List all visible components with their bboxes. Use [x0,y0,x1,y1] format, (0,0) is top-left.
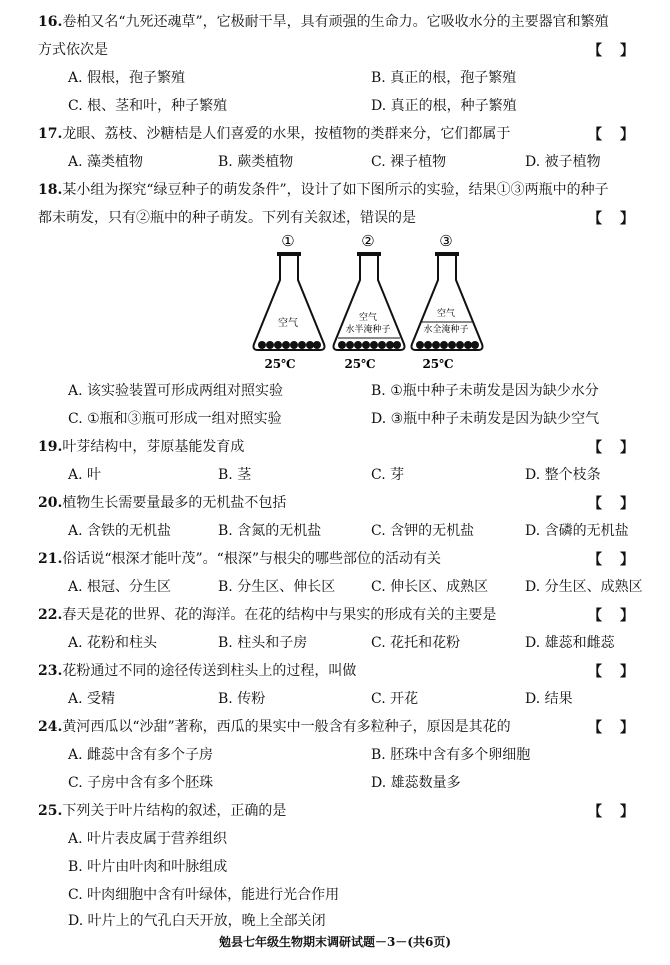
flask-3 [412,232,483,371]
question-18-stem-cont: 都未萌发，只有②瓶中的种子萌发。下列有关叙述，错误的是 [38,210,416,226]
option: B. 蕨类植物 [218,154,294,170]
option: C. 根、茎和叶，种子繁殖 [68,98,228,114]
flask-text: 空气 [278,318,298,329]
temperature-label: 25℃ [344,357,376,371]
flask-text: 水半淹种子 [345,325,391,335]
flasks-svg [250,232,490,377]
option: A. 该实验装置可形成两组对照实验 [68,383,284,399]
question-23-stem: 23.花粉通过不同的途径传送到柱头上的过程，叫做 [38,663,357,679]
option: B. ①瓶中种子未萌发是因为缺少水分 [371,383,599,399]
flask-text: 空气 [358,313,378,323]
question-18-stem: 18.某小组为探究“绿豆种子的萌发条件”，设计了如下图所示的实验，结果①③两瓶中的种子 [38,182,609,198]
option: D. 叶片上的气孔白天开放，晚上全部关闭 [68,913,326,929]
option: D. 含磷的无机盐 [525,523,629,539]
option: C. 开花 [371,691,419,707]
option: C. 叶肉细胞中含有叶绿体，能进行光合作用 [68,887,340,903]
option: A. 含铁的无机盐 [68,523,172,539]
question-16-stem-cont: 方式依次是 [38,42,108,58]
flask-text: 水全淹种子 [423,325,469,335]
option: B. 传粉 [218,691,266,707]
answer-bracket: 【】 [588,440,652,456]
option: B. 含氮的无机盐 [218,523,322,539]
option: C. 裸子植物 [371,154,447,170]
question-21-stem: 21.俗话说“根深才能叶茂”。“根深”与根尖的哪些部位的活动有关 [38,551,441,567]
option: B. 胚珠中含有多个卵细胞 [371,747,531,763]
option: D. 结果 [525,691,573,707]
option: D. 雄蕊和雌蕊 [525,635,615,651]
option: A. 雌蕊中含有多个子房 [68,747,214,763]
option: B. 柱头和子房 [218,635,308,651]
answer-bracket: 【】 [588,720,652,736]
option: A. 根冠、分生区 [68,579,172,595]
option: C. 芽 [371,467,405,483]
option: A. 藻类植物 [68,154,144,170]
option: B. 叶片由叶肉和叶脉组成 [68,859,228,875]
option: D. 被子植物 [525,154,601,170]
option: A. 受精 [68,691,116,707]
question-20-stem: 20.植物生长需要量最多的无机盐不包括 [38,495,287,511]
flask-label: ③ [439,232,453,250]
option: A. 叶 [68,467,102,483]
flask-1 [254,232,325,371]
option: A. 假根，孢子繁殖 [68,70,186,86]
option: C. 伸长区、成熟区 [371,579,489,595]
flask-2 [334,232,405,371]
question-25-stem: 25.下列关于叶片结构的叙述，正确的是 [38,803,287,819]
option: D. ③瓶中种子未萌发是因为缺少空气 [371,411,600,427]
answer-bracket: 【】 [588,804,652,820]
answer-bracket: 【】 [588,552,652,568]
answer-bracket: 【】 [588,664,652,680]
option: C. 花托和花粉 [371,635,461,651]
question-16-stem: 16.卷柏又名“九死还魂草”，它极耐干旱，具有顽强的生命力。它吸收水分的主要器官和繁殖 [38,14,609,30]
question-19-stem: 19.叶芽结构中，芽原基能发育成 [38,439,245,455]
page-footer: 勉县七年级生物期末调研试题－3－(共6页) [218,935,452,949]
flask-text: 空气 [436,309,456,319]
seed-germination-figure [250,232,490,377]
option: B. 真正的根，孢子繁殖 [371,70,517,86]
option: C. 含钾的无机盐 [371,523,475,539]
option: B. 分生区、伸长区 [218,579,336,595]
answer-bracket: 【】 [588,608,652,624]
question-17-stem: 17.龙眼、荔枝、沙糖桔是人们喜爱的水果，按植物的类群来分，它们都属于 [38,126,511,142]
flask-label: ① [281,232,295,250]
option: D. 分生区、成熟区 [525,579,643,595]
option: A. 花粉和柱头 [68,635,158,651]
question-24-stem: 24.黄河西瓜以“沙甜”著称，西瓜的果实中一般含有多粒种子，原因是其花的 [38,719,511,735]
option: A. 叶片表皮属于营养组织 [68,831,228,847]
answer-bracket: 【】 [588,127,652,143]
flask-label: ② [361,232,375,250]
question-22-stem: 22.春天是花的世界、花的海洋。在花的结构中与果实的形成有关的主要是 [38,607,497,623]
option: D. 整个枝条 [525,467,601,483]
answer-bracket: 【】 [588,496,652,512]
option: D. 真正的根，种子繁殖 [371,98,517,114]
answer-bracket: 【】 [588,43,652,59]
option: B. 茎 [218,467,252,483]
temperature-label: 25℃ [422,357,454,371]
temperature-label: 25℃ [264,357,296,371]
option: C. ①瓶和③瓶可形成一组对照实验 [68,411,282,427]
option: C. 子房中含有多个胚珠 [68,775,214,791]
option: D. 雄蕊数量多 [371,775,461,791]
answer-bracket: 【】 [588,211,652,227]
